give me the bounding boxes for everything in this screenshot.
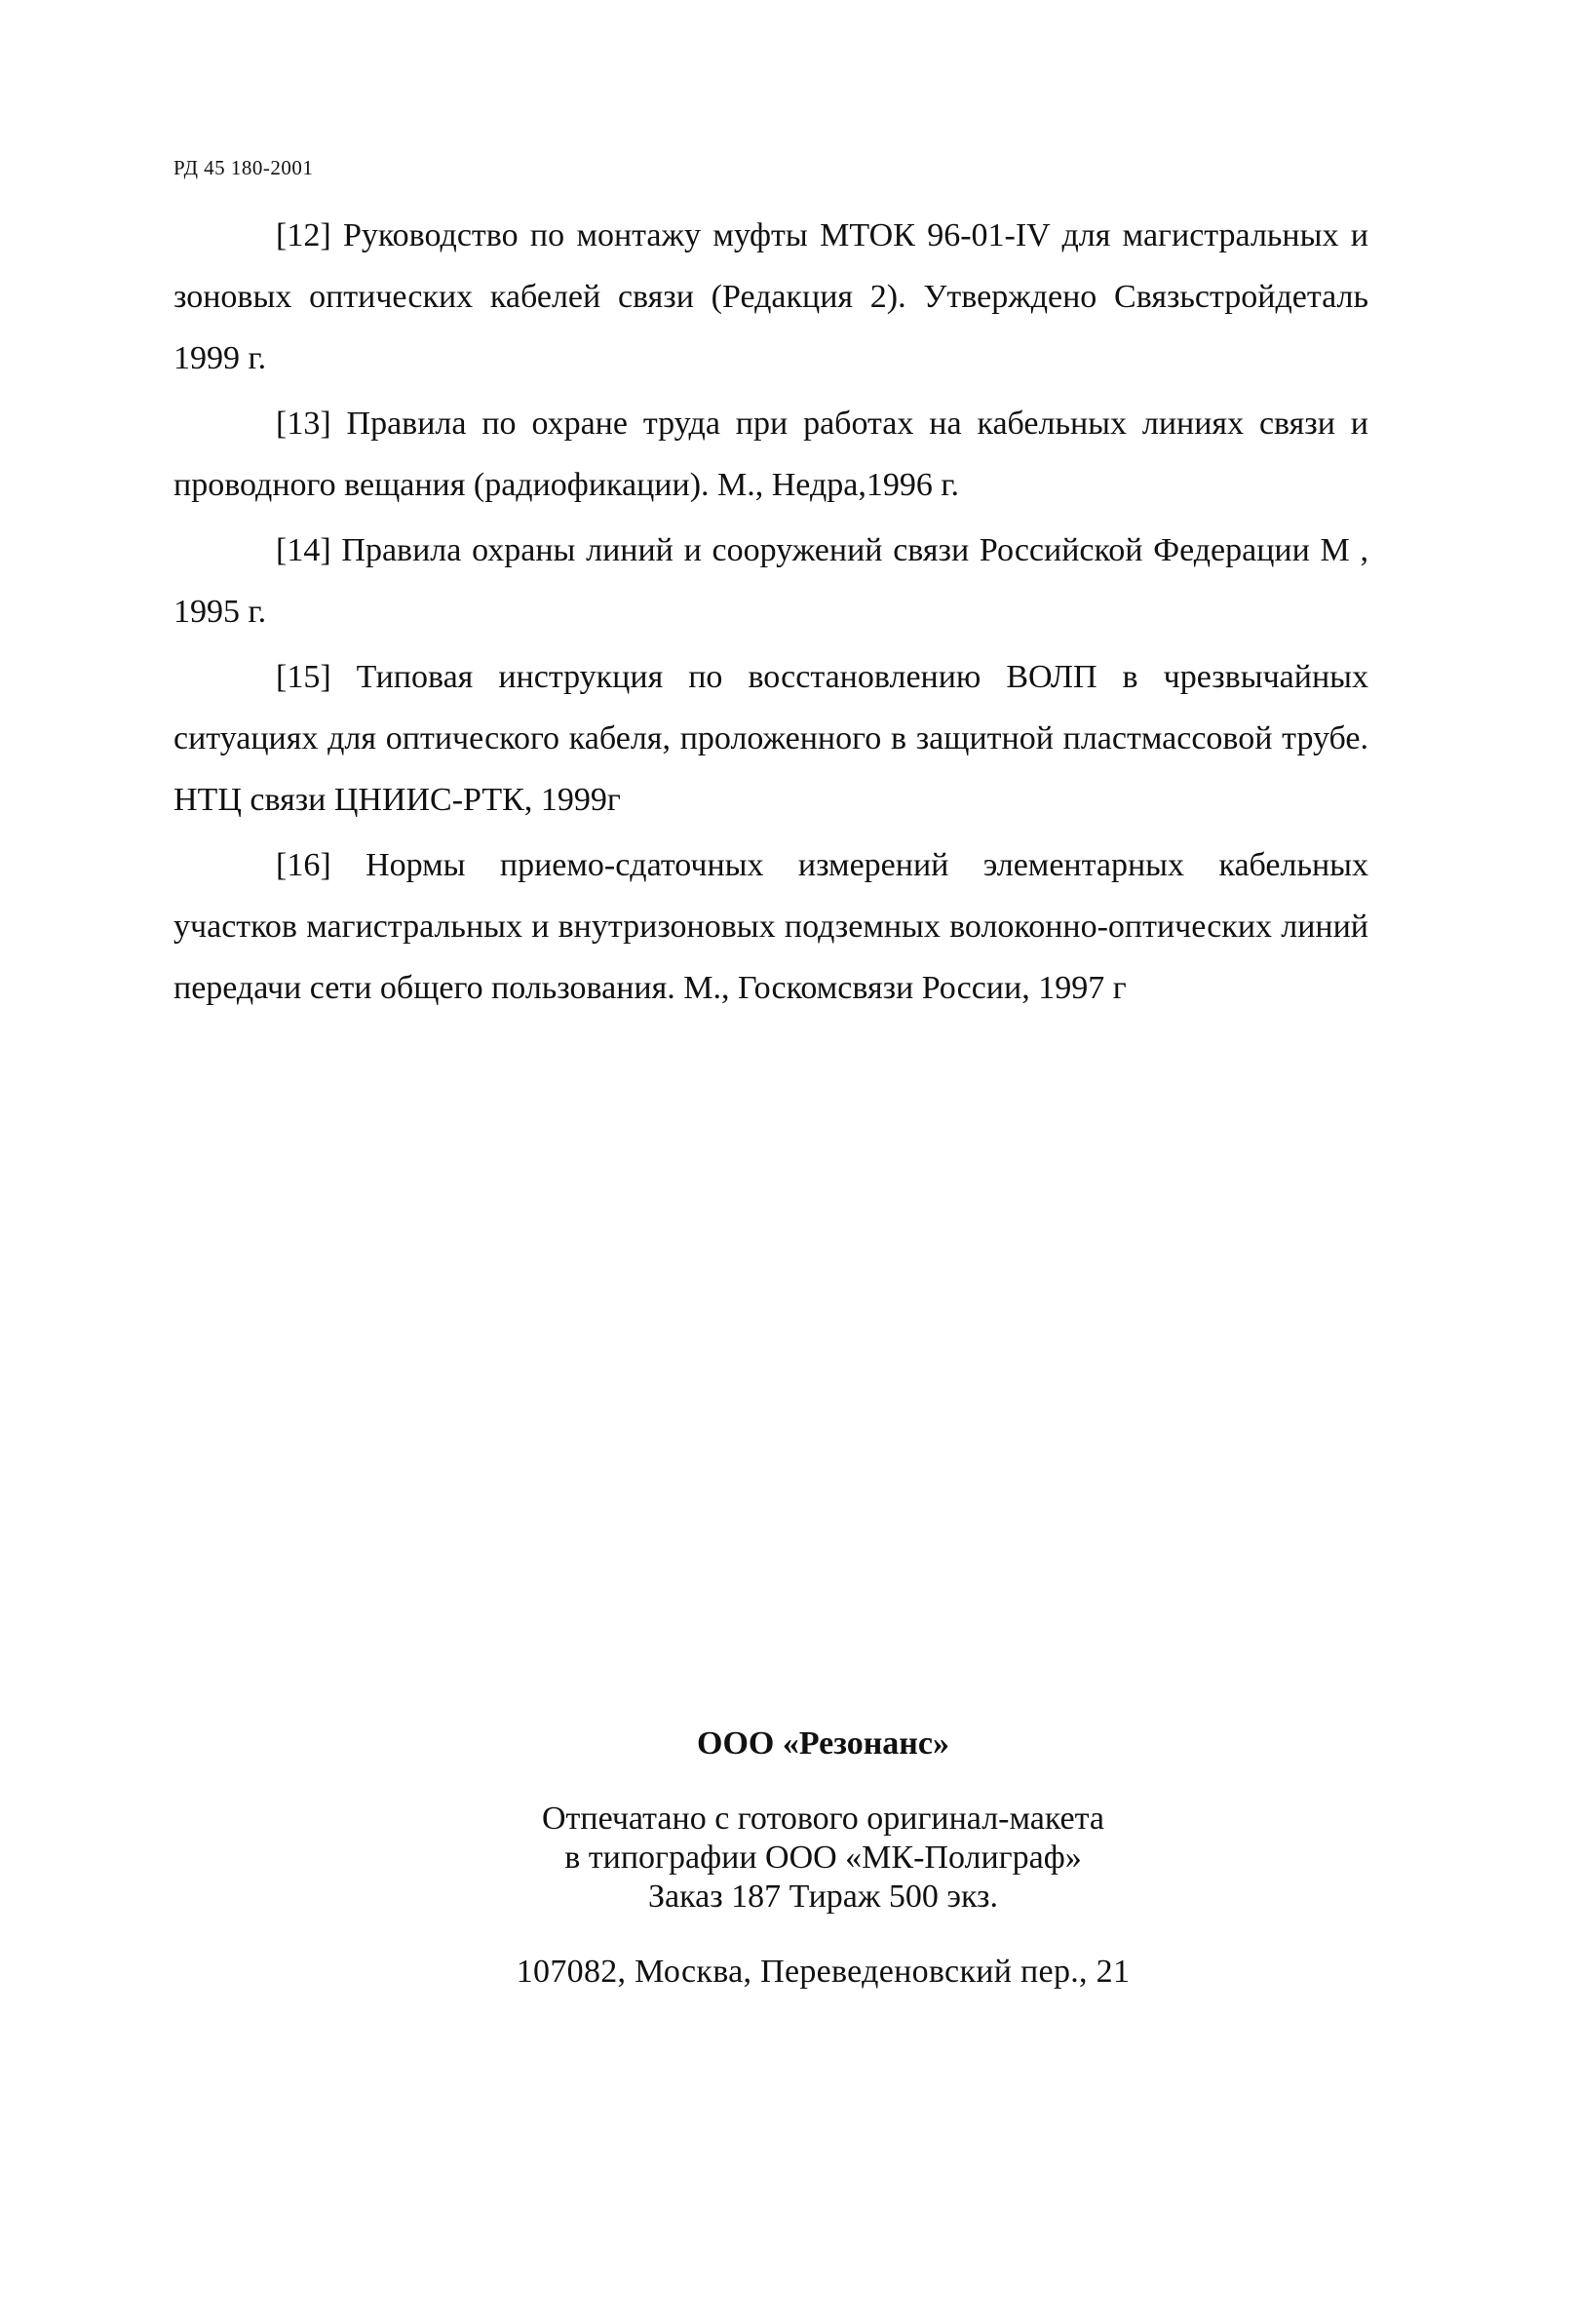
order-circulation-line: Заказ 187 Тираж 500 экз. — [648, 1879, 998, 1915]
reference-item: [12] Руководство по монтажу муфты МТОК 96-01-IV для магистральных и зоновых оптических кабелей связи (Редакция 2). Утверждено Связьстройдеталь 1999 г. — [173, 217, 1368, 376]
reference-item: [14] Правила охраны линий и сооружений связи Российской Федерации М , 1995 г. — [173, 532, 1368, 630]
document-code: РД 45 180-2001 — [173, 156, 314, 179]
publisher-address: 107082, Москва, Переведеновский пер., 21 — [516, 1954, 1131, 1990]
reference-item: [16] Нормы приемо-сдаточных измерений элементарных кабельных участков магистральных и внутризоновых подземных волоконно-оптических линий передачи сети общего пользования. М., Госкомсвязи России, 1997 г — [173, 847, 1368, 1006]
printed-line: Отпечатано с готового оригинал-макета — [541, 1801, 1104, 1837]
publisher-name: ООО «Резонанс» — [697, 1725, 949, 1762]
reference-list — [173, 205, 1368, 1023]
reference-item: [13] Правила по охране труда при работах на кабельных линиях связи и проводного вещания (радиофикации). М., Недра,1996 г. — [173, 406, 1368, 503]
printing-house-line: в типографии ООО «МК-Полиграф» — [564, 1840, 1082, 1876]
imprint-block — [0, 1725, 1578, 1991]
reference-item: [15] Типовая инструкция по восстановлению ВОЛП в чрезвычайных ситуациях для оптического кабеля, проложенного в защитной пластмассовой трубе. НТЦ связи ЦНИИС-РТК, 1999г — [173, 659, 1368, 818]
